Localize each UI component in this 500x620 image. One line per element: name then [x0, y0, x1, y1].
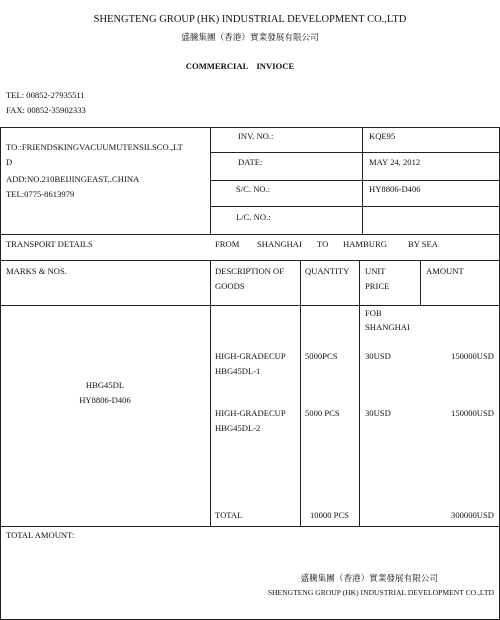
total-label: TOTAL [215, 510, 243, 520]
buyer-address: ADD:NO.210BEIJINGEAST,.CHINA [6, 174, 140, 184]
item-2-amount: 150000USD [451, 408, 494, 418]
grid-line [210, 127, 211, 234]
item-2-description: HIGH-GRADECUP [215, 408, 286, 418]
transport-details-label: TRANSPORT DETAILS [6, 239, 93, 249]
grid-line [359, 260, 360, 526]
grid-line [300, 260, 301, 526]
grid-line [0, 234, 500, 235]
item-1-amount: 150000USD [451, 351, 494, 361]
grid-line [362, 127, 363, 234]
transport-mode: BY SEA [408, 239, 439, 249]
marks-line1: HBG45DL [85, 380, 125, 390]
unit-price-header-line2: PRICE [365, 281, 390, 291]
item-1-model: HBG45DL-1 [215, 366, 261, 376]
inv-no-value: KQE95 [369, 131, 396, 141]
grid-line [210, 180, 500, 181]
marks-header: MARKS & NOS. [6, 266, 67, 276]
grid-line [0, 305, 500, 306]
grid-line [0, 526, 500, 527]
quantity-header: QUANTITY [305, 266, 350, 276]
total-amount-label: TOTAL AMOUNT: [6, 530, 75, 540]
description-header-line2: GOODS [215, 281, 245, 291]
buyer-name-line2: D [6, 157, 13, 167]
lc-no-label: L/C. NO.: [236, 212, 271, 222]
company-name-en: SHENGTENG GROUP (HK) INDUSTRIAL DEVELOPMENT CO.,LTD [93, 14, 407, 25]
seller-tel: TEL: 00852-27935511 [6, 90, 85, 100]
document-title: COMMERCIAL INVIOCE [185, 61, 295, 71]
description-header-line1: DESCRIPTION OF [215, 266, 284, 276]
company-name-cn: 盛騰集團（香港）實業發展有限公司 [181, 32, 319, 42]
sc-no-value: HY8806-D406 [369, 184, 421, 194]
grid-line [210, 206, 500, 207]
transport-destination: HAMBURG [343, 239, 387, 249]
date-label: DATE: [238, 157, 263, 167]
total-amount: 300000USD [451, 510, 494, 520]
transport-to: TO [317, 239, 329, 249]
grid-line [210, 260, 211, 526]
grid-line [0, 127, 1, 620]
footer-company-cn: 盛騰集團（香港）實業發展有限公司 [300, 573, 438, 583]
item-2-quantity: 5000 PCS [305, 408, 340, 418]
item-1-unit-price: 30USD [365, 351, 391, 361]
date-value: MAY 24, 2012 [369, 157, 421, 167]
grid-line [420, 260, 421, 305]
sc-no-label: S/C. NO.: [236, 184, 271, 194]
grid-line [0, 260, 500, 261]
buyer-name-line1: TO :FRIENDSKINGVACUUMUTENSILSCO.,LT [6, 142, 183, 152]
grid-line [210, 152, 500, 153]
transport-from: FROM [215, 239, 240, 249]
footer-company-en: SHENGTENG GROUP (HK) INDUSTRIAL DEVELOPMENT CO.,LTD [267, 588, 494, 597]
item-2-unit-price: 30USD [365, 408, 391, 418]
inv-no-label: INV. NO.: [238, 131, 274, 141]
transport-origin: SHANGHAI [257, 239, 302, 249]
item-2-model: HBG45DL-2 [215, 423, 261, 433]
total-quantity: 10000 PCS [310, 510, 349, 520]
item-1-description: HIGH-GRADECUP [215, 351, 286, 361]
marks-line2: HY8806-D406 [79, 395, 131, 405]
seller-fax: FAX: 00852-35902333 [6, 105, 86, 115]
unit-price-header-line1: UNIT [365, 266, 386, 276]
buyer-tel: TEL:0775-8613979 [6, 189, 75, 199]
amount-header: AMOUNT [426, 266, 464, 276]
price-terms-line1: FOB [365, 308, 382, 318]
grid-line [0, 127, 500, 128]
price-terms-line2: SHANGHAI [365, 322, 410, 332]
item-1-quantity: 5000PCS [305, 351, 338, 361]
